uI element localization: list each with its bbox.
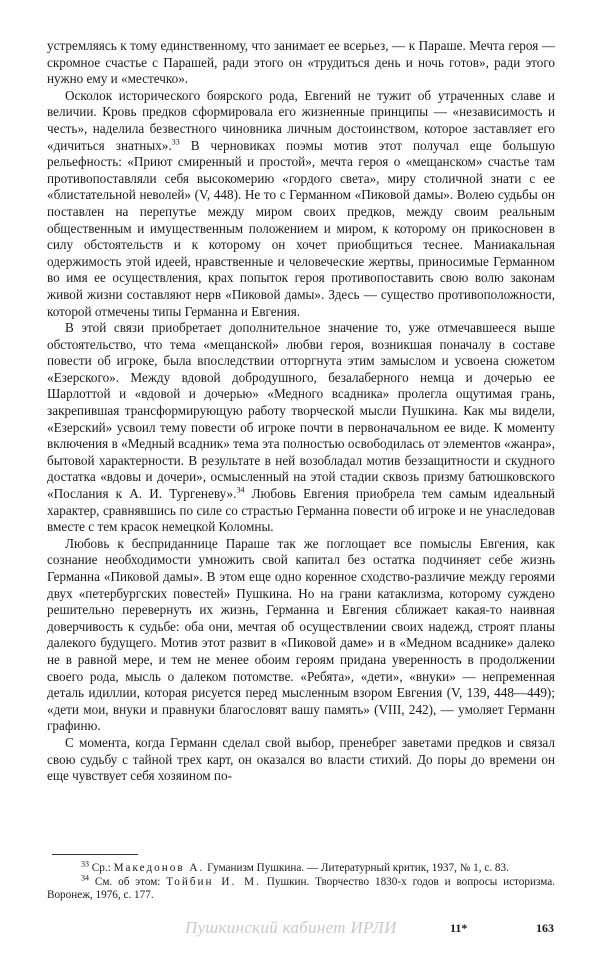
footnote-34	[47, 872, 555, 903]
signature-mark: 11*	[450, 921, 468, 935]
paragraph-1	[47, 38, 555, 88]
paragraph-5	[47, 735, 555, 785]
footnote-prefix: См. об этом:	[89, 875, 167, 888]
footnote-number: 33	[81, 859, 89, 869]
main-text	[47, 38, 555, 785]
footnote-divider	[52, 854, 138, 855]
paragraph-3-text-after: Любовь Евгения приобрела тем самым идеальный характер, сравнявшись по силе со страстью Германна повести об игроке и не унаследовав вместе с тем красок немецкой Коломны.	[47, 486, 555, 535]
footnote-33	[47, 859, 555, 876]
page-number: 163	[536, 921, 554, 935]
paragraph-1-text: устремляясь к тому единственному, что занимает ее всерьез, — к Параше. Мечта героя — скромное счастье с Парашей, ради этого он «трудиться день и ночь готов», ради этого нужно ему и «местечко».	[47, 38, 555, 87]
paragraph-3-text: В этой связи приобретает дополнительное значение то, уже отмечавшееся выше обстоятельство, что тема «мещанской» любви героя, возникшая поначалу в составе повести об игроке, была впоследствии отторгнута этим замыслом и усвоена сюжетом «Езерского». Между вдовой добродушного, безалаберного немца и дочерью ее Шарлоттой и «вдовой и дочерью» «Медного всадника» пролегла ощутимая грань, закрепившая трансформирующую работу творческой мысли Пушкина. Как мы видели, «Езерский» усвоил тему повести об игроке почти в первоначальном ее виде. К моменту включения в «Медный всадник» тема эта полностью освободилась от элементов «жанра», бытовой характерности. В результате в ней возобладал мотив беззащитности и скудного достатка «вдовы и дочери», осмысленный на этой стадии сквозь призму батюшковского «Послания к А. И. Тургеневу».	[47, 320, 555, 502]
footnote-prefix: Ср.:	[89, 862, 114, 874]
footnote-number: 34	[81, 872, 89, 882]
footnote-rest: Пушкин. Творчество 1830-х годов и вопросы историзма. Воронеж, 1976, с. 177.	[47, 875, 555, 902]
page-footer	[0, 918, 600, 938]
paragraph-2	[47, 88, 555, 320]
footnote-ref-34[interactable]: 34	[236, 485, 245, 495]
footnote-ref-33[interactable]: 33	[171, 137, 180, 147]
footnote-rest: Гуманизм Пушкина. — Литературный критик, 1937, № 1, с. 83.	[204, 862, 509, 874]
paragraph-4	[47, 536, 555, 735]
paragraph-5-text: С момента, когда Германн сделал свой выбор, пренебрег заветами предков и связал свою судьбу с тайной трех карт, он оказался во власти стихий. До поры до времени он еще чувствует себя хозяином по-	[47, 734, 555, 784]
paragraph-2-text-after: В черновиках поэмы мотив этот получал еще большую рельефность: «Приют смиренный и простой», мечта героя о «мещанском» счастье там противопоставляли себя высокомерию «гордого света», миру столичной знати с ее «блистательной неволей» (V, 448). Не то с Германном «Пиковой дамы». Волею судьбы он поставлен на перепутье между миром своих предков, между своим реальным общественным и имущественным положением и миром, к которому он прикосновен в силу обстоятельств и к которому он хочет приобщиться теснее. Маниакальная одержимость этой идеей, нравственные и человеческие жертвы, приносимые Германном во имя ее осуществления, крах попыток героя противопоставить свою волю законам живой жизни составляют нерв «Пиковой дамы». Здесь — существо противоположности, которой отмечены типы Германна и Евгения.	[47, 137, 555, 319]
footnotes	[47, 859, 555, 903]
footnote-author: Тойбин И. М.	[166, 875, 261, 888]
paragraph-2-text: Осколок исторического боярского рода, Евгений не тужит об утраченных славе и величии. Кровь предков сформировала его жизненные принципы — «независимость и честь», наделила безвестного чиновника личным достоинством, которое заставляет его «дичиться знатных».	[47, 87, 555, 153]
footnote-author: Македонов А.	[113, 862, 205, 874]
paragraph-3	[47, 320, 555, 536]
watermark: Пушкинский кабинет ИРЛИ	[185, 918, 397, 937]
paragraph-4-text: Любовь к бесприданнице Параше так же поглощает все помыслы Евгения, как сознание необходимости умножить свой капитал без остатка подчиняет себе жизнь Германна «Пиковой дамы». В этом еще одно коренное сходство-различие между героями двух «петербургских повестей» Пушкина. Но на грани катаклизма, которому суждено решительно перевернуть их жизнь, Германна и Евгения сближает какая-то наивная доверчивость к судьбе: оба они, мечтая об осуществлении своих надежд, строят планы далекого будущего. Мотив этот развит в «Пиковой даме» и в «Медном всаднике» далеко не в равной мере, и тем не менее обоим героям придана уверенность в продолжении своего рода, мысль о далеком потомстве. «Ребята», «дети», «внуки» — непременная деталь идиллии, которая рисуется перед мысленным взором Евгения (V, 139, 448—449); «дети мои, внуки и правнуки благословят вашу память» (VIII, 242), — умоляет Германн графиню.	[47, 535, 555, 734]
